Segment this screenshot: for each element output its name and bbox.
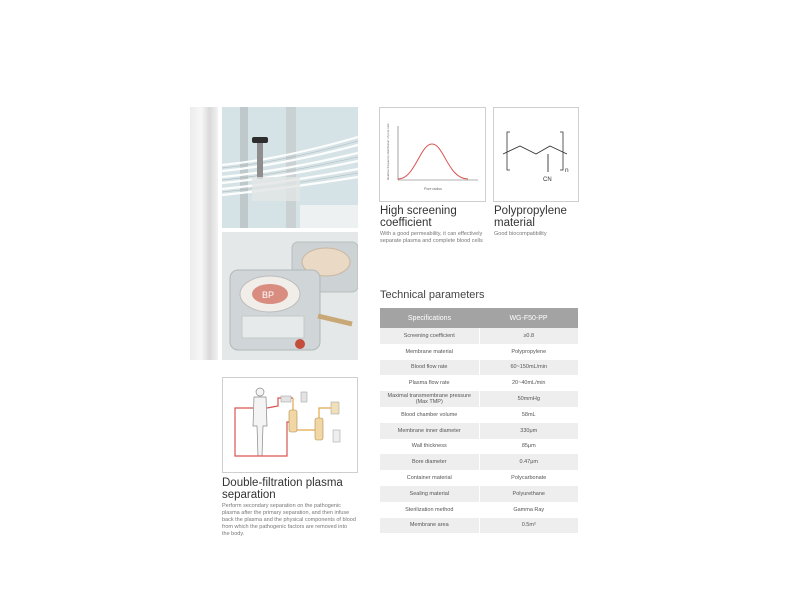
table-row	[380, 375, 578, 391]
header-specifications: Specifications	[380, 308, 479, 328]
polypropylene-structure-figure	[493, 107, 579, 202]
chart-xlabel: Pore radius	[424, 187, 442, 191]
spec-name: Sterilization method	[380, 502, 479, 518]
dfpp-diagram-figure	[222, 377, 358, 473]
spec-name: Blood flow rate	[380, 360, 479, 376]
table-row	[380, 328, 578, 344]
pore-distribution-figure	[379, 107, 486, 202]
table-row	[380, 344, 578, 360]
side-photo-strip	[190, 107, 218, 360]
formula-group: CN	[543, 177, 552, 183]
table-row	[380, 391, 578, 407]
spec-name: Membrane material	[380, 344, 479, 360]
spec-value: 60~150mL/min	[479, 360, 578, 376]
spec-name: Screening coefficient	[380, 328, 479, 344]
chart-ylabel: Relative frequency distribution of pore size	[386, 123, 390, 180]
filter-device-photo	[222, 232, 358, 360]
spec-name: Container material	[380, 470, 479, 486]
dfpp-title: Double-filtration plasma separation	[222, 477, 343, 501]
table-header-row	[380, 308, 578, 328]
spec-value: 58mL	[479, 407, 578, 423]
table-row	[380, 454, 578, 470]
device-bp-label: BP	[262, 290, 275, 300]
spec-value: 20~40mL/min	[479, 375, 578, 391]
pore-distribution-chart	[380, 108, 485, 201]
formula-subscript: n	[565, 167, 569, 174]
table-row	[380, 486, 578, 502]
spec-name: Bore diameter	[380, 454, 479, 470]
spec-value: Polyurethane	[479, 486, 578, 502]
screening-title: High screening coefficient	[380, 205, 457, 229]
dfpp-desc: Perform secondary separation on the pathogenic plasma after the primary separation, and then infuse back the plasma and the physical components of blood from which the pathogenic factors are removed into the body.	[222, 503, 356, 537]
table-row	[380, 407, 578, 423]
table-row	[380, 423, 578, 439]
tubing-lines-illustration	[222, 107, 358, 228]
header-model: WG-F50-PP	[479, 308, 578, 328]
spec-value: 0.5m²	[479, 518, 578, 534]
tubing-lines-photo	[222, 107, 358, 228]
screening-desc: With a good permeability, it can effectively separate plasma and complete blood cells	[380, 231, 483, 244]
spec-value: Polypropylene	[479, 344, 578, 360]
spec-value: 50mmHg	[479, 391, 578, 407]
dfpp-circuit-diagram	[223, 378, 357, 472]
table-row	[380, 439, 578, 455]
spec-name: Membrane area	[380, 518, 479, 534]
spec-value: ≥0.8	[479, 328, 578, 344]
table-row	[380, 470, 578, 486]
polypropylene-formula	[494, 108, 578, 201]
spec-name: Wall thickness	[380, 439, 479, 455]
table-row	[380, 360, 578, 376]
spec-name: Blood chamber volume	[380, 407, 479, 423]
polypropylene-desc: Good biocompatibility	[494, 231, 547, 237]
filter-device-illustration	[222, 232, 358, 360]
spec-name: Membrane inner diameter	[380, 423, 479, 439]
spec-name: Sealing material	[380, 486, 479, 502]
polypropylene-title: Polypropylene material	[494, 205, 567, 229]
spec-value: Polycarbonate	[479, 470, 578, 486]
spec-value: 85μm	[479, 439, 578, 455]
spec-value: Gamma Ray	[479, 502, 578, 518]
table-row	[380, 502, 578, 518]
spec-value: 330μm	[479, 423, 578, 439]
technical-parameters-table	[380, 308, 578, 533]
spec-value: 0.47μm	[479, 454, 578, 470]
table-row	[380, 518, 578, 534]
spec-name: Plasma flow rate	[380, 375, 479, 391]
technical-parameters-heading: Technical parameters	[380, 289, 485, 301]
spec-name: Maximal transmembrane pressure (Max TMP)	[380, 391, 479, 407]
